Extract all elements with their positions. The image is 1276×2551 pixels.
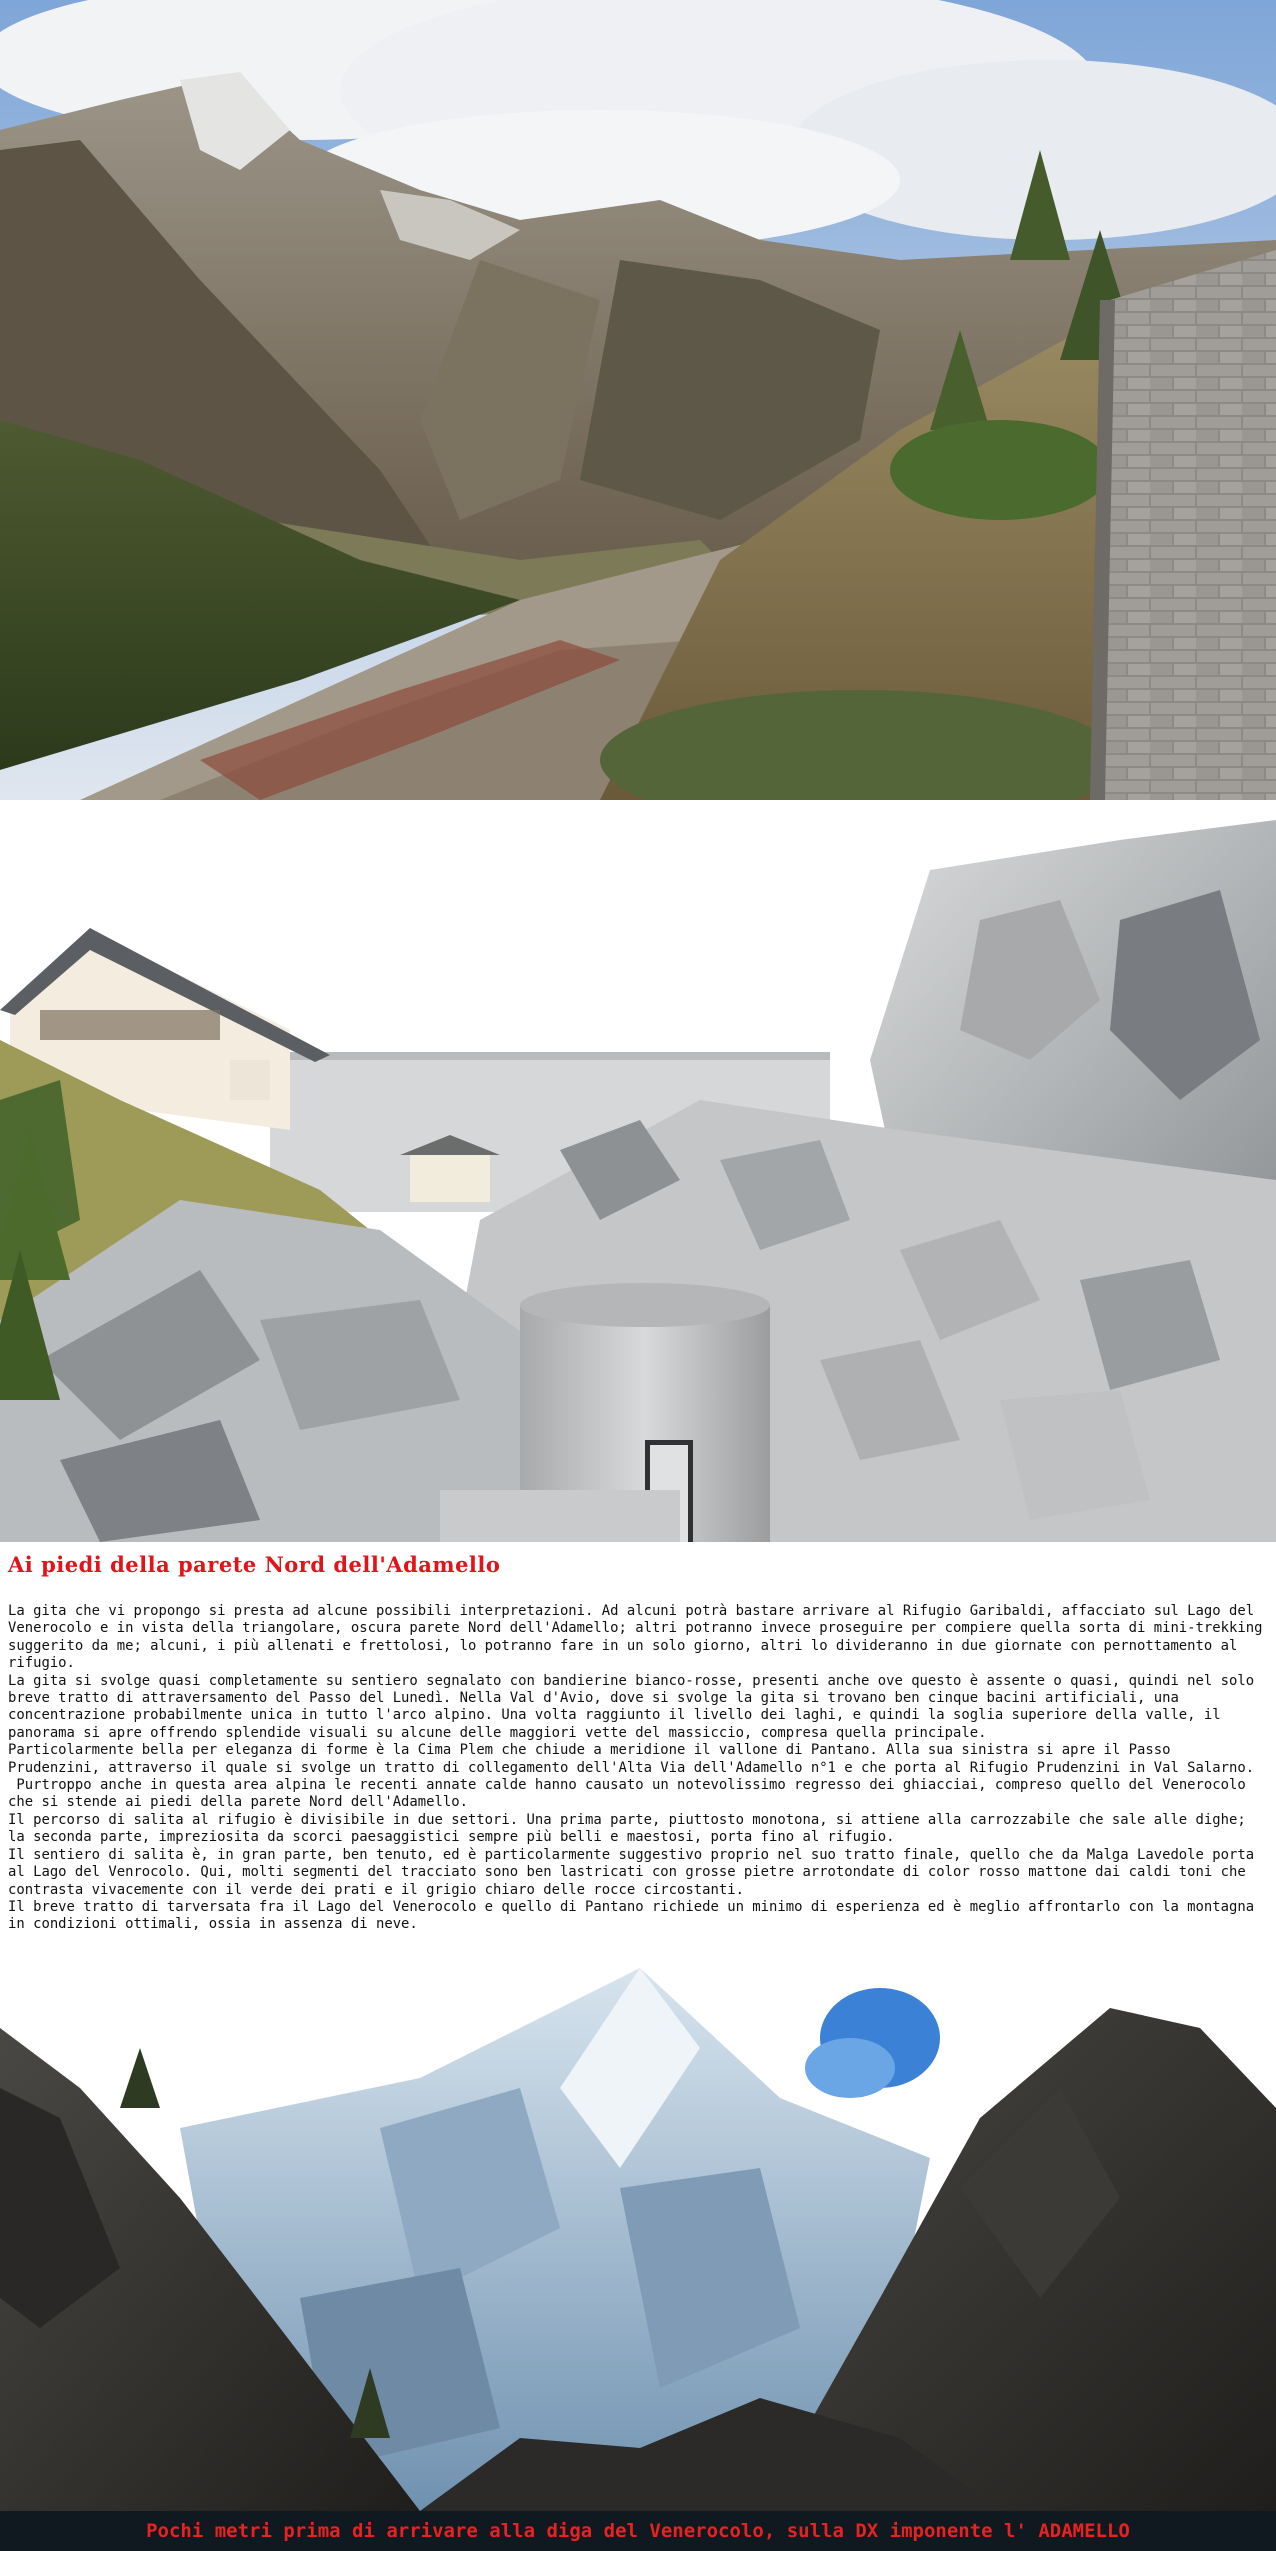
paragraph: La gita che vi propongo si presta ad alcune possibili interpretazioni. Ad alcuni potrà bastare arrivare al Rifugio Garibaldi, affacciato sul Lago del Venerocolo e in vista della triangolare, oscura parete Nord dell'Adamello; altri potranno invece proseguire per compiere quella sorta di mini-trekking suggerito da me; alcuni, i più allenati e frettolosi, lo potranno fare in un solo giorno, altri lo divideranno in due giornate con pernottamento al rifugio. [8, 1603, 1271, 1672]
dam-and-boulders-photo [0, 800, 1276, 1542]
photo-caption: Pochi metri prima di arrivare alla diga del Venerocolo, sulla DX imponente l' ADAMELLO [0, 2511, 1276, 2551]
adamello-peak-photo [0, 1968, 1276, 2511]
paragraph: Particolarmente bella per eleganza di forme è la Cima Plem che chiude a meridione il vallone di Pantano. Alla sua sinistra si apre il Passo Prudenzini, attraverso il quale si svolge un tratto di collegamento dell'Alta Via dell'Adamello n°1 e che porta al Rifugio Prudenzini in Val Salarno. [8, 1742, 1255, 1776]
paragraph: Il percorso di salita al rifugio è divisibile in due settori. Una prima parte, piuttosto monotona, si attiene alla carrozzabile che sale alle dighe; la seconda parte, impreziosita da scorci paesaggistici sempre più belli e maestosi, porta fino al rifugio. [8, 1811, 1255, 1846]
paragraph: Purtroppo anche in questa area alpina le recenti annate calde hanno causato un notevolissimo regresso dei ghiacciai, compreso quello del Venerocolo che si stende ai piedi della parete Nord dell'Adamello. [8, 1777, 1255, 1811]
article-body [8, 1603, 1270, 1934]
article-title: Ai piedi della parete Nord dell'Adamello [8, 1552, 501, 1577]
valley-landscape-photo [0, 0, 1276, 800]
paragraph: Il sentiero di salita è, in gran parte, ben tenuto, ed è particolarmente suggestivo proprio nel suo tratto finale, quello che da Malga Lavedole porta al Lago del Venrocolo. Qui, molti segmenti del tracciato sono ben lastricati con grosse pietre arrotondate di color rosso mattone dai caldi toni che contrasta vivacemente con il verde dei prati e il grigio chiaro delle rocce circostanti. [8, 1846, 1263, 1898]
paragraph: Il breve tratto di tarversata fra il Lago del Venerocolo e quello di Pantano richiede un minimo di esperienza ed è meglio affrontarlo con la montagna in condizioni ottimali, ossia in assenza di neve. [8, 1898, 1263, 1933]
paragraph: La gita si svolge quasi completamente su sentiero segnalato con bandierine bianco-rosse, presenti anche ove questo è assente o quasi, quindi nel solo breve tratto di attraversamento del Passo del Lunedì. Nella Val d'Avio, dove si svolge la gita si trovano ben cinque bacini artificiali, una concentrazione probabilmente unica in tutto l'arco alpino. Una volta raggiunto il livello dei laghi, e quindi la soglia superiore della valle, il panorama si apre offrendo splendide visuali su alcune delle maggiori vette del massiccio, compresa quella principale. [8, 1672, 1263, 1741]
